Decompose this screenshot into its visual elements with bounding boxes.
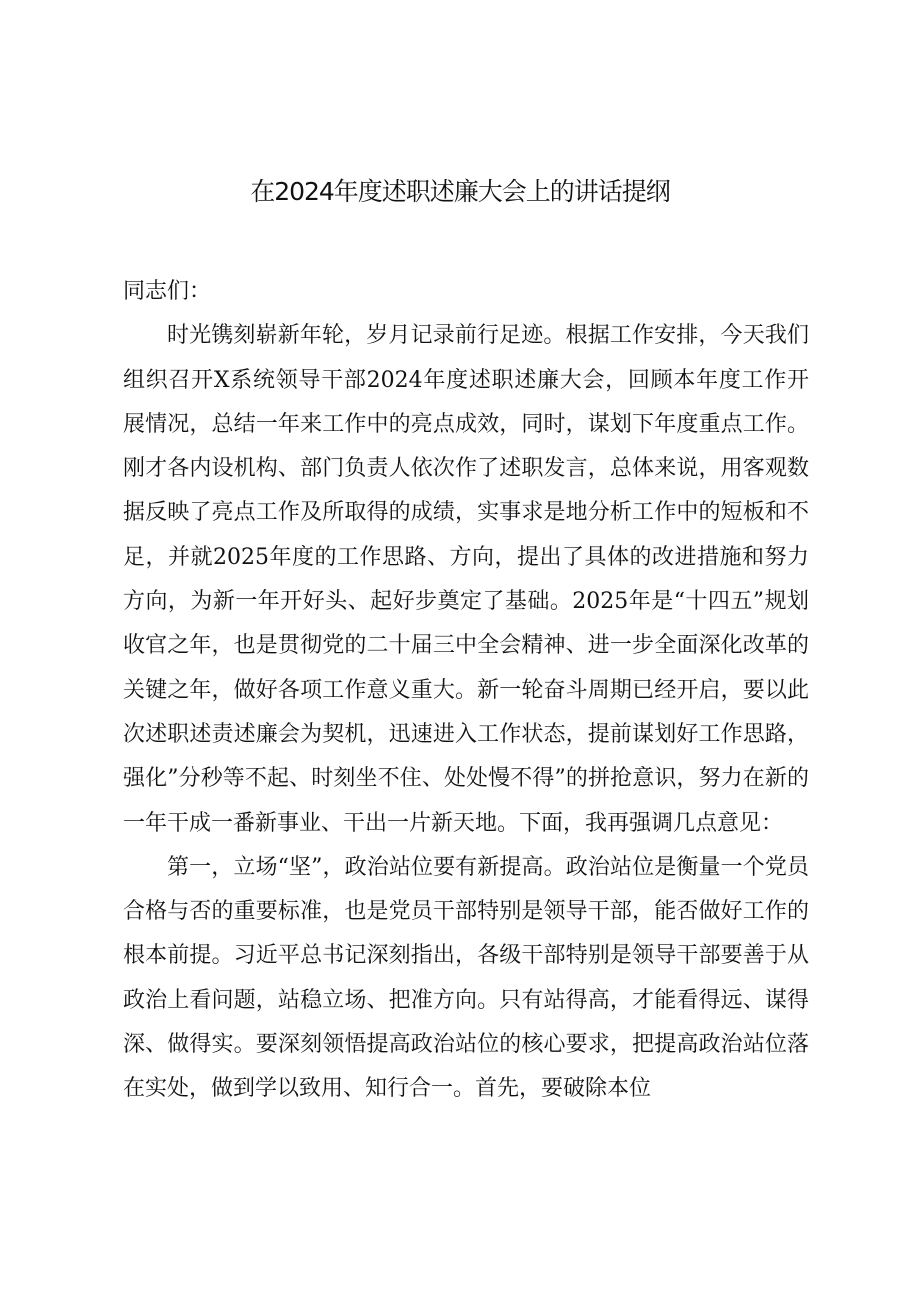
document-body bbox=[123, 270, 809, 1112]
paragraph-first-point: 第一，立场“坚”，政治站位要有新提高。政治站位是衡量一个党员合格与否的重要标准，也是党员干部特别是领导干部，能否做好工作的根本前提。习近平总书记深刻指出，各级干部特别是领导干部要善于从政治上看问题，站稳立场、把准方向。只有站得高，才能看得远、谋得深、做得实。要深刻领悟提高政治站位的核心要求，把提高政治站位落在实处，做到学以致用、知行合一。首先，要破除本位 bbox=[123, 854, 809, 1102]
document-title: 在2024年度述职述廉大会上的讲话提纲 bbox=[250, 177, 670, 206]
salutation: 同志们： bbox=[123, 279, 212, 304]
paragraph-opening: 时光镌刻崭新年轮，岁月记录前行足迹。根据工作安排，今天我们组织召开X系统领导干部2024年度述职述廉大会，回顾本年度工作开展情况，总结一年来工作中的亮点成效，同时，谋划下年度重点工作。刚才各内设机构、部门负责人依次作了述职发言，总体来说，用客观数据反映了亮点工作及所取得的成绩，实事求是地分析工作中的短板和不足，并就2025年度的工作思路、方向，提出了具体的改进措施和努力方向，为新一年开好头、起好步奠定了基础。2025年是“十四五”规划收官之年，也是贯彻党的二十届三中全会精神、进一步全面深化改革的关键之年，做好各项工作意义重大。新一轮奋斗周期已经开启，要以此次述职述责述廉会为契机，迅速进入工作状态，提前谋划好工作思路，强化”分秒等不起、时刻坐不住、处处慢不得”的拼抢意识，努力在新的一年干成一番新事业、干出一片新天地。下面，我再强调几点意见： bbox=[123, 323, 809, 836]
